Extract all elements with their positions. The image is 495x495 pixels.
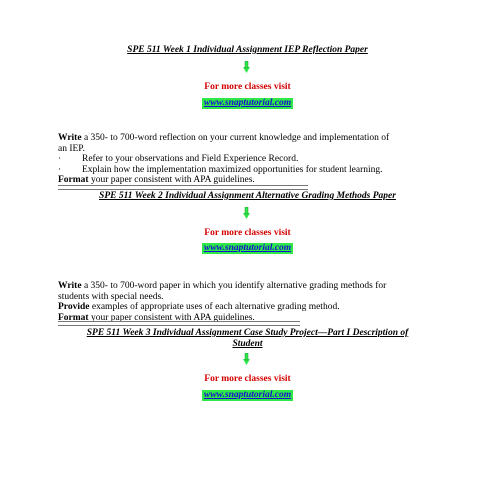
snaptutorial-link[interactable]: www.snaptutorial.com [203,243,292,253]
snaptutorial-link[interactable]: www.snaptutorial.com [203,390,292,400]
down-arrow-icon [243,61,250,73]
snaptutorial-link[interactable]: www.snaptutorial.com [203,98,292,108]
more-classes-text: For more classes visit [204,228,291,238]
write-text: a 350- to 700-word paper in which you identify alternative grading methods for [81,281,387,291]
section-title-week3-line1: SPE 511 Week 3 Individual Assignment Case Study Project—Part I Description of [86,328,409,338]
provide-text: examples of appropriate uses of each alternative grading method. [89,302,340,312]
down-arrow-icon [243,353,250,365]
write-label: Write [58,133,82,143]
format-label: Format [58,312,89,323]
write-text-line2: students with special needs. [58,291,164,302]
section-title-week1: SPE 511 Week 1 Individual Assignment IEP Reflection Paper [127,45,368,55]
bullet-item: Refer to your observations and Field Experience Record. [82,154,299,164]
more-classes-text: For more classes visit [204,82,291,92]
separator-line [58,321,300,326]
write-label: Write [58,281,82,291]
more-classes-text: For more classes visit [204,374,291,384]
bullet-item: Explain how the implementation maximized opportunities for student learning. [82,164,383,175]
down-arrow-icon [243,207,250,219]
week1-instructions [58,133,448,186]
bullet-mark: · [58,154,62,164]
bullet-mark: · [58,164,62,175]
separator-line [58,185,308,190]
section-title-week2: SPE 511 Week 2 Individual Assignment Alternative Grading Methods Paper [99,191,396,201]
write-text: a 350- to 700-word reflection on your current knowledge and implementation of [81,133,390,143]
format-text: your paper consistent with APA guidelines. [88,175,255,185]
format-text: your paper consistent with APA guidelines. [88,312,255,323]
section-title-week3-line2: Student [232,339,263,349]
format-label: Format [58,175,89,185]
provide-label: Provide [58,302,90,312]
write-text-line2: an IEP. [58,143,85,154]
week2-instructions [58,281,448,323]
